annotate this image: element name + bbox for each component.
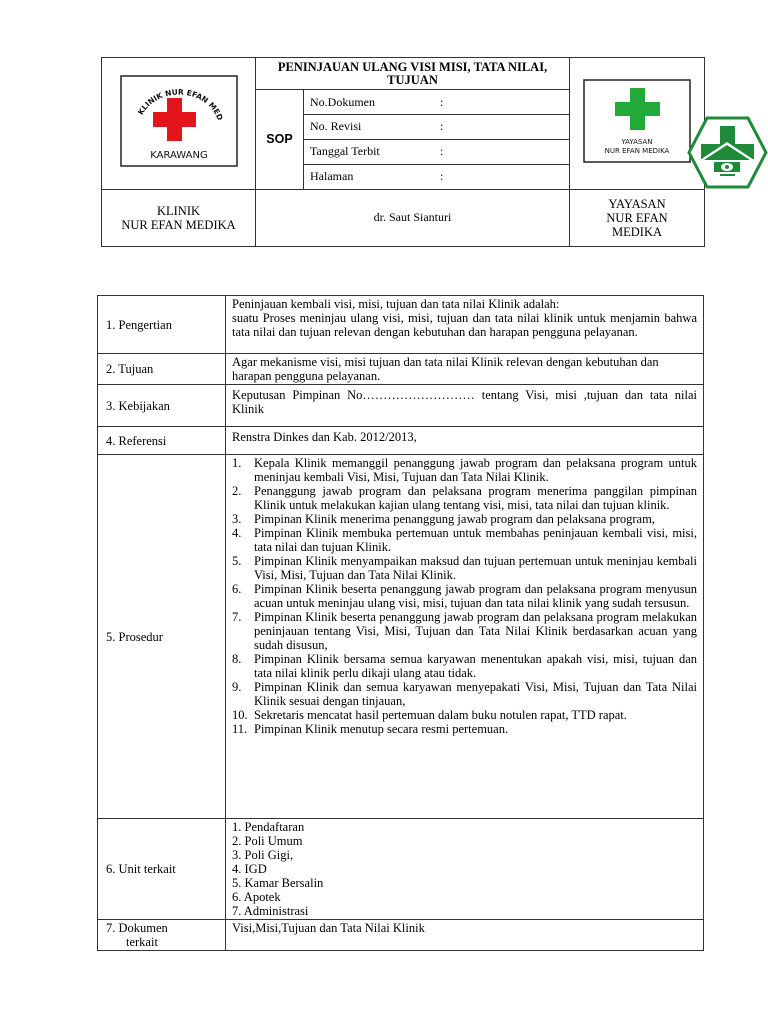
clinic-name-line-1: KLINIK [156,203,201,218]
section-label: 2. Tujuan [98,354,226,385]
row-tujuan [98,354,704,385]
row-dokumen-terkait [98,920,704,951]
document-title: PENINJAUAN ULANG VISI MISI, TATA NILAI, TUJUAN [256,58,570,90]
foundation-line-3: MEDIKA [612,224,663,239]
procedure-step [232,484,697,512]
field-label: Tanggal Terbit [304,139,434,164]
row-prosedur [98,455,704,819]
procedure-step [232,582,697,610]
section-label: 3. Kebijakan [98,385,226,427]
row-kebijakan [98,385,704,427]
procedure-step [232,512,697,526]
list-item: 2. Poli Umum [232,834,303,848]
list-item: 3. Poli Gigi, [232,848,294,862]
procedure-step [232,652,697,680]
pengertian-line-2: suatu Proses meninjau ulang visi, misi, tujuan dan tata nilai klinik untuk menjamin bahwa tata nilai dan tujuan relevan dengan kebutuhan dan harapan pengguna pelayanan. [232,311,697,339]
step-text: Pimpinan Klinik beserta penanggung jawab program dan pelaksana program melakukan peninjauan tentang Visi, Misi, Tujuan dan Tata Nilai Klinik berdasarkan acuan yang sudah disusun, [254,610,697,652]
procedure-step [232,610,697,652]
unit-list [232,820,697,918]
clinic-name-line-2: NUR EFAN MEDIKA [121,217,236,232]
document-fields [304,90,570,190]
section-label: 6. Unit terkait [98,819,226,920]
step-number: 3. [232,512,242,526]
step-number: 4. [232,526,242,540]
foundation-line-1: YAYASAN [608,196,666,211]
procedure-step [232,722,697,736]
step-number: 2. [232,484,242,498]
procedure-step [232,708,697,722]
sop-label: SOP [256,90,304,190]
right-logo-caption-1: YAYASAN [621,138,653,147]
kebijakan-text: Keputusan Pimpinan No……………………… tentang Visi, misi ,tujuan dan tata nilai Klinik [226,385,704,427]
field-label: Halaman [310,169,354,184]
step-number: 1. [232,456,242,470]
row-unit-terkait [98,819,704,920]
right-logo-caption-2: NUR EFAN MEDIKA [604,147,670,156]
step-text: Sekretaris mencatat hasil pertemuan dalam buku notulen rapat, TTD rapat. [254,708,627,722]
row-referensi [98,427,704,455]
field-label: No. Revisi [304,115,434,140]
step-number: 5. [232,554,242,568]
row-pengertian [98,296,704,354]
logo-caption: KARAWANG [149,150,208,162]
unit-content [226,819,704,920]
health-badge-icon [687,116,768,189]
step-text: Pimpinan Klinik bersama semua karyawan menentukan apakah visi, misi, tujuan dan tata nilai klinik perlu dikaji ulang atau tidak. [254,652,697,680]
step-number: 11. [232,722,248,736]
foundation-line-2: NUR EFAN [606,210,668,225]
step-text: Penanggung jawab program dan pelaksana program menerima panggilan pimpinan Klinik untuk melakukan kajian ulang tentang visi, misi, tata nilai dan tujuan klinik. [254,484,697,512]
procedure-list [232,456,697,736]
list-item: 4. IGD [232,862,267,876]
step-text: Pimpinan Klinik membuka pertemuan untuk membahas peninjauan kembali visi, misi, tata nilai dan tujuan Klinik. [254,526,697,554]
dokumen-text: Visi,Misi,Tujuan dan Tata Nilai Klinik [226,920,704,951]
step-number: 10. [232,708,248,722]
pengertian-line-1: Peninjauan kembali visi, misi, tujuan dan tata nilai Klinik adalah: [232,297,560,311]
section-label: 4. Referensi [98,427,226,455]
procedure-step [232,680,697,708]
procedure-step [232,554,697,582]
logo-arc-text: KLINIK NUR EFAN MED [135,87,225,122]
signer-name: dr. Saut Sianturi [256,189,570,246]
list-item: 6. Apotek [232,890,281,904]
list-item: 5. Kamar Bersalin [232,876,324,890]
tujuan-text: Agar mekanisme visi, misi tujuan dan tata nilai Klinik relevan dengan kebutuhan dan harapan pengguna pelayanan. [226,354,704,385]
procedure-step [232,456,697,484]
clinic-name [102,189,256,246]
field-separator: : [434,139,569,164]
step-number: 7. [232,610,242,624]
step-number: 9. [232,680,242,694]
yayasan-logo-icon [581,78,693,164]
list-item: 1. Pendaftaran [232,820,305,834]
section-content [226,296,704,354]
referensi-text: Renstra Dinkes dan Kab. 2012/2013, [226,427,704,455]
right-logo-cell [570,58,705,190]
step-number: 6. [232,582,242,596]
field-separator: : [440,169,444,184]
list-item: 7. Administrasi [232,904,309,918]
prosedur-content [226,455,704,819]
step-text: Pimpinan Klinik menyampaikan maksud dan tujuan pertemuan untuk meninjau kembali Visi, Misi, Tujuan dan Tata Nilai Klinik. [254,554,697,582]
section-label [98,920,226,951]
procedure-step [232,526,697,554]
field-separator: : [434,115,569,140]
section-label: 5. Prosedur [98,455,226,819]
klinik-logo-icon [118,73,240,169]
step-text: Pimpinan Klinik beserta penanggung jawab program dan pelaksana program menyusun acuan untuk meninjau ulang visi, misi, tujuan dan tata nilai klinik yang sudah tersusun. [254,582,697,610]
step-text: Pimpinan Klinik menerima penanggung jawab program dan pelaksana program, [254,512,655,526]
dokumen-label-2: terkait [126,935,158,949]
sop-header [101,57,705,247]
sop-body [97,295,704,951]
step-text: Pimpinan Klinik dan semua karyawan menyepakati Visi, Misi, Tujuan dan Tata Nilai Klinik sesuai dengan tinjauan, [254,680,697,708]
step-text: Pimpinan Klinik menutup secara resmi pertemuan. [254,722,509,736]
field-separator: : [434,90,569,114]
dokumen-label-1: 7. Dokumen [106,921,168,935]
field-label: No.Dokumen [304,90,434,114]
step-number: 8. [232,652,242,666]
section-label: 1. Pengertian [98,296,226,354]
left-logo-cell [102,58,256,190]
step-text: Kepala Klinik memanggil penanggung jawab program dan pelaksana program untuk meninjau kembali Visi, Misi, Tujuan dan Tata Nilai Klinik. [254,456,697,484]
foundation-name [570,189,705,246]
